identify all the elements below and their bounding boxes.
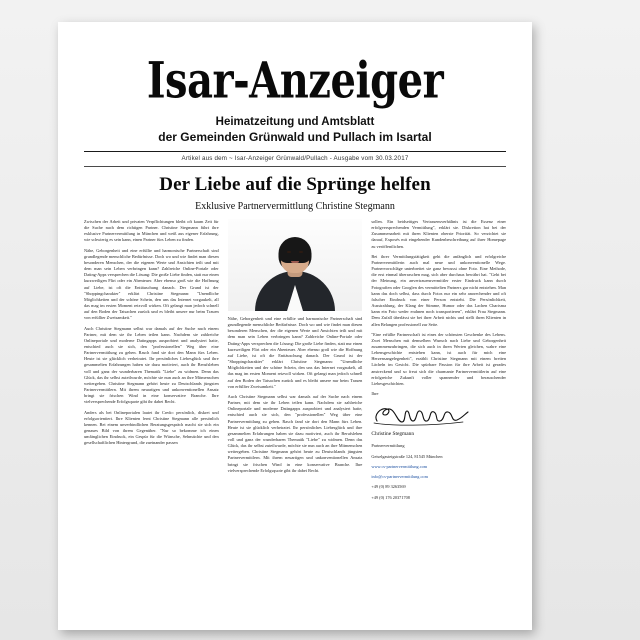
portrait-eye-right	[299, 251, 303, 253]
paragraph: sollen. Ein beidseitiges Vertrauensverhältnis ist die Essenz einer erfolgversprechenden Vermittlung", erklärt sie. Diskretion hat bei der Zusammenarbeit mit ihren Klienten oberste Priorität. So verzichtet sie darauf, Exposés mit eingehender Kundenbeschreibung auf ihrer Homepage zu veröffentlichen.	[371, 219, 507, 249]
article-columns	[84, 219, 506, 505]
portrait-mouth	[291, 261, 299, 263]
signature-phone-1: +49 (0) 89 3263569	[371, 484, 406, 490]
paragraph: Zwischen der Arbeit und privaten Verpflichtungen bleibt oft kaum Zeit für die Suche nach dem richtigen Partner. Christine Stegmann führt ihre exklusive Partnervermittlung in München und weiß aus eigener Erfahrung, wie schwierig es sein kann, einen Partner fürs Leben zu finden.	[84, 219, 219, 243]
masthead-divider	[84, 151, 506, 152]
signature-greeting: Ihre	[371, 391, 379, 397]
paragraph: "Eine erfüllte Partnerschaft ist eines der schönsten Geschenke des Lebens. Zwei Menschen mit demselben Wunsch nach Liebe und Geborgenheit zusammenzubringen, die sich auch in ihren Werten gleichen, wahre eine Lebensgeschichte entstehen kann, ist auch für mich eine Herzensangelegenheit", erzählt Christine Stegmann mit einem breiten Lächeln im Gesicht. Die spürbare Passion für ihre Arbeit ist gerades anstreckend und so freut sich die charmante Partnervermittlerin auf eine erfolgreiche Zukunft voller spannender und berauschender Liebesgeschichten.	[371, 331, 507, 386]
masthead-subtitle-2: der Gemeinden Grünwald und Pullach im Isartal	[158, 130, 432, 144]
paragraph: Anders als bei Onlineportalen lautet ihr Credo: persönlich, diskret und erfolgsorientiert. Ihre Klienten lernt Christine Stegmann alle persönlich kennen. Bei einem unverbindlichen Beratungsgespräch macht sie sich ein genaues Bild von ihrem Gegenüber. "Nur so bekomme ich einen umfänglichen Eindruck, ein Gespür für die Wünsche, Sehnsüchte und den gesellschaftlichen Hintergrund, die zueinander passen	[84, 409, 219, 446]
paragraph: Nähe, Geborgenheit und eine erfüllte und harmonische Partnerschaft sind grundlegende menschliche Bedürfnisse. Doch wo und wie findet man diesen besonderen Menschen, der die eigenen Werte und Ansichten teilt und mit dem man sein Leben verbringen kann? Zahlreiche Online-Portale oder Dating-Apps versprechen die Lösung: Die große Liebe finden, statt nur einen kurzweiligen Flirt oder ein Abenteuer. Aber ebenso groß wie die Hoffnung auf Liebe, ist oft die Enttäuschung danach. Der Grund ist der "Shoppingcharakter" erklärt Christine Stegmann: "Unendliche Möglichkeiten und der schöne Schein, den uns das Internet vorgaukelt, all das mag im ersten Moment reizvoll wirken. Oft gelangt man jedoch schnell auf den Boden der Tatsachen zurück und es bleibt unsere nur beim Trauen von erfüllter Zweisamkeit."	[227, 316, 363, 389]
masthead	[84, 51, 506, 114]
signature-block	[371, 391, 506, 501]
signature-email[interactable]: info@cs-partnervermittlung.com	[371, 474, 428, 480]
source-line: Artikel aus dem ~ Isar-Anzeiger Grünwald/Pullach - Ausgabe vom 30.03.2017	[181, 155, 409, 162]
column-center	[228, 219, 363, 505]
page-content	[84, 50, 506, 612]
paragraph: Bei ihrer Vermittlungstätigkeit geht die anfänglich und erfolgreiche Partnervermittlerin auch mal neue und unkonventionelle Wege. Partnervorschläge unterbreitet sie ganz bewusst ohne Foto. Eine Methode, die erst einmal überraschen mag, sich aber durchaus bewährt hat. "Geht bei der Meinung, ein anvertrauensvermittler erster Eindruck kann durch Fotografien oder Googlen des vermittelten Partners gar nicht entstehen. Man kann das doch selbst, dass durch Fotos nur ein sehr anorechender und oft falscher Eindruck von einer Person entsteht. Die Persönlichkeit, Ausstrahlung, der Klang der Stimme, Humor oder das Lachen Charisma kann ein Foto weder erahnen noch transportieren", erklärt Frau Stegmann. Dem Zufall überlässt sie bei ihrer Arbeit nichts und stellt ihren Klienten in allen Belangen professionell zur Seite.	[371, 253, 507, 327]
signature-phone-2: +49 (0) 176 20371708	[371, 494, 410, 500]
paragraph: Nähe, Geborgenheit und eine erfüllte und harmonische Partnerschaft sind grundlegende menschliche Bedürfnisse. Doch wo und wie findet man diesen besonderen Menschen, der die eigenen Werte und Ansichten teilt und mit dem man sein Leben verbringen kann? Zahlreiche Online-Portale oder Dating-Apps versprechen die Lösung: Die große Liebe finden, statt nur einen kurzweiligen Flirt oder ein Abenteuer. Aber ebenso groß wie die Hoffnung auf Liebe, ist oft die Enttäuschung danach. Der Grund ist der "Shoppingcharakter" erklärt Christine Stegmann: "Unendliche Möglichkeiten und der schöne Schein, den uns das Internet vorgaukelt, all das mag im ersten Moment reizvoll wirken. Oft gelangt man jedoch schnell auf den Boden der Tatsachen zurück und es bleibt unsere nur beim Trauen von erfüllter Zweisamkeit."	[84, 247, 219, 321]
portrait-hair	[279, 237, 312, 263]
column-right	[371, 219, 506, 505]
portrait-eye-left	[287, 251, 291, 253]
column-left	[84, 219, 219, 505]
portrait-photo	[228, 219, 363, 311]
masthead-subtitle-1: Heimatzeitung und Amtsblatt	[215, 116, 375, 128]
signature-website[interactable]: www.cs-partnervermittlung.com	[371, 463, 428, 469]
source-divider	[84, 166, 506, 167]
paragraph: Auch Christine Stegmann selbst war damals auf der Suche nach einem Partner, mit dem sie ihr Leben teilen kann. Nachdem sie zahlreiche Onlineportale und moderne Datingapps ausprobiert und analysiert hatte, entschied auch sie sich, den "professionellen" Weg über eine Partnervermittlung zu gehen. Rasch fand sie dort den Mann fürs Leben. Heute ist sie glücklich verheiratet. Ihr persönliches Liebesglück und ihre gesammelten Erfahrungen haben sie dazu motiviert, auch ihr Berufsleben voll und ganz der wunderbaren Thematik "Liebe" zu widmen. Denn das Glück, das ihr selbst zuteilwurde, möchte sie nun auch an ihre Mitmenschen weitergeben. Christine Stegmann gehört heute zu Deutschlands jüngsten Partnervermittlern. Mit ihrem neuartigen und unkonventionellen Ansatz bringt sie frischen Wind in eine konservative Branche. Ihre vielversprechende Erfolgsquote gibt ihr dabei Recht.	[84, 325, 219, 405]
signature-address: Geiselgasteigstraße 124, 81545 München	[371, 453, 443, 459]
bottom-spacer	[84, 505, 506, 507]
article-headline: Der Liebe auf die Sprünge helfen	[159, 174, 431, 195]
newspaper-page	[58, 22, 532, 630]
handwritten-signature	[371, 402, 506, 428]
paragraph: Auch Christine Stegmann selbst war damals auf der Suche nach einem Partner, mit dem sie ihr Leben teilen kann. Nachdem sie zahlreiche Onlineportale und moderne Datingapps ausprobiert und analysiert hatte, entschied auch sie sich, den "professionellen" Weg über eine Partnervermittlung zu gehen. Rasch fand sie dort den Mann fürs Leben. Heute ist sie glücklich verheiratet. Ihr persönliches Liebesglück und ihre gesammelten Erfahrungen haben sie dazu motiviert, auch ihr Berufsleben voll und ganz der wunderbaren Thematik "Liebe" zu widmen. Denn das Glück, das ihr selbst zuteilwurde, möchte sie nun auch an ihre Mitmenschen weitergeben. Christine Stegmann gehört heute zu Deutschlands jüngsten Partnervermittlern. Mit ihrem neuartigen und unkonventionellen Ansatz bringt sie frischen Wind in eine konservative Branche. Ihre vielversprechende Erfolgsquote gibt ihr dabei Recht.	[227, 393, 363, 473]
portrait-figure	[252, 241, 338, 311]
signature-role: Partnervermittlung	[371, 443, 405, 449]
signature-name: Christine Stegmann	[371, 431, 415, 438]
article-subhead: Exklusive Partnervermittlung Christine Stegmann	[195, 201, 395, 212]
newspaper-title: Isar-Anzeiger	[146, 51, 444, 110]
